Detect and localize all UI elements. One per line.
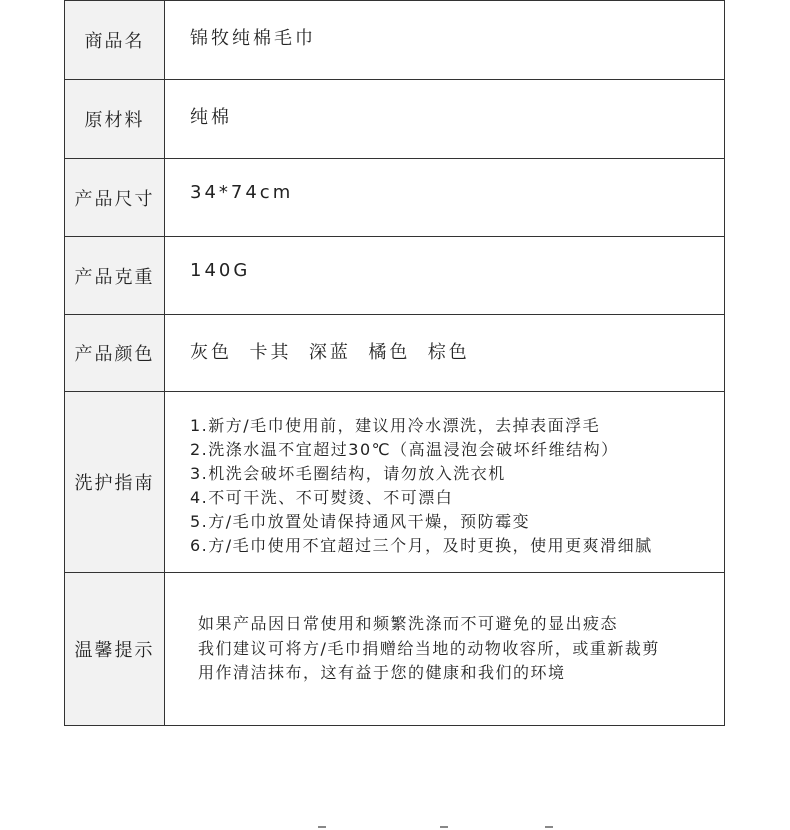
care-line-3: 3.机洗会破坏毛圈结构，请勿放入洗衣机 <box>190 464 506 483</box>
label-tips: 温馨提示 <box>65 573 165 725</box>
tips-line-1: 如果产品因日常使用和频繁洗涤而不可避免的显出疲态 <box>198 614 619 633</box>
row-material <box>65 80 724 159</box>
decorative-dash <box>440 826 448 828</box>
row-weight <box>65 237 724 315</box>
row-care-guide <box>65 392 724 573</box>
label-size: 产品尺寸 <box>65 159 165 236</box>
label-care-guide: 洗护指南 <box>65 392 165 572</box>
care-line-6: 6.方/毛巾使用不宜超过三个月，及时更换，使用更爽滑细腻 <box>190 536 653 555</box>
product-spec-table <box>64 0 725 726</box>
decorative-dash <box>545 826 553 828</box>
tips-list <box>198 612 716 686</box>
label-colors: 产品颜色 <box>65 315 165 391</box>
row-size <box>65 159 724 237</box>
care-line-1: 1.新方/毛巾使用前，建议用冷水漂洗，去掉表面浮毛 <box>190 416 601 435</box>
value-product-name: 锦牧纯棉毛巾 <box>190 28 316 49</box>
tips-line-3: 用作清洁抹布，这有益于您的健康和我们的环境 <box>198 663 566 682</box>
tips-line-2: 我们建议可将方/毛巾捐赠给当地的动物收容所，或重新裁剪 <box>198 638 660 658</box>
value-weight: 140G <box>190 260 251 281</box>
row-colors <box>65 315 724 392</box>
value-material: 纯棉 <box>190 107 232 128</box>
row-tips <box>65 573 724 725</box>
value-size: 34*74cm <box>190 182 294 203</box>
row-product-name <box>65 1 724 80</box>
care-line-4: 4.不可干洗、不可熨烫、不可漂白 <box>190 488 454 507</box>
care-line-2: 2.洗涤水温不宜超过30℃（高温浸泡会破坏纤维结构） <box>190 440 619 459</box>
label-material: 原材料 <box>65 80 165 158</box>
care-guide-list <box>190 414 716 558</box>
label-weight: 产品克重 <box>65 237 165 314</box>
value-colors: 灰色 卡其 深蓝 橘色 棕色 <box>190 342 470 363</box>
label-product-name: 商品名 <box>65 1 165 79</box>
decorative-dash <box>318 826 326 828</box>
care-line-5: 5.方/毛巾放置处请保持通风干燥，预防霉变 <box>190 512 531 531</box>
